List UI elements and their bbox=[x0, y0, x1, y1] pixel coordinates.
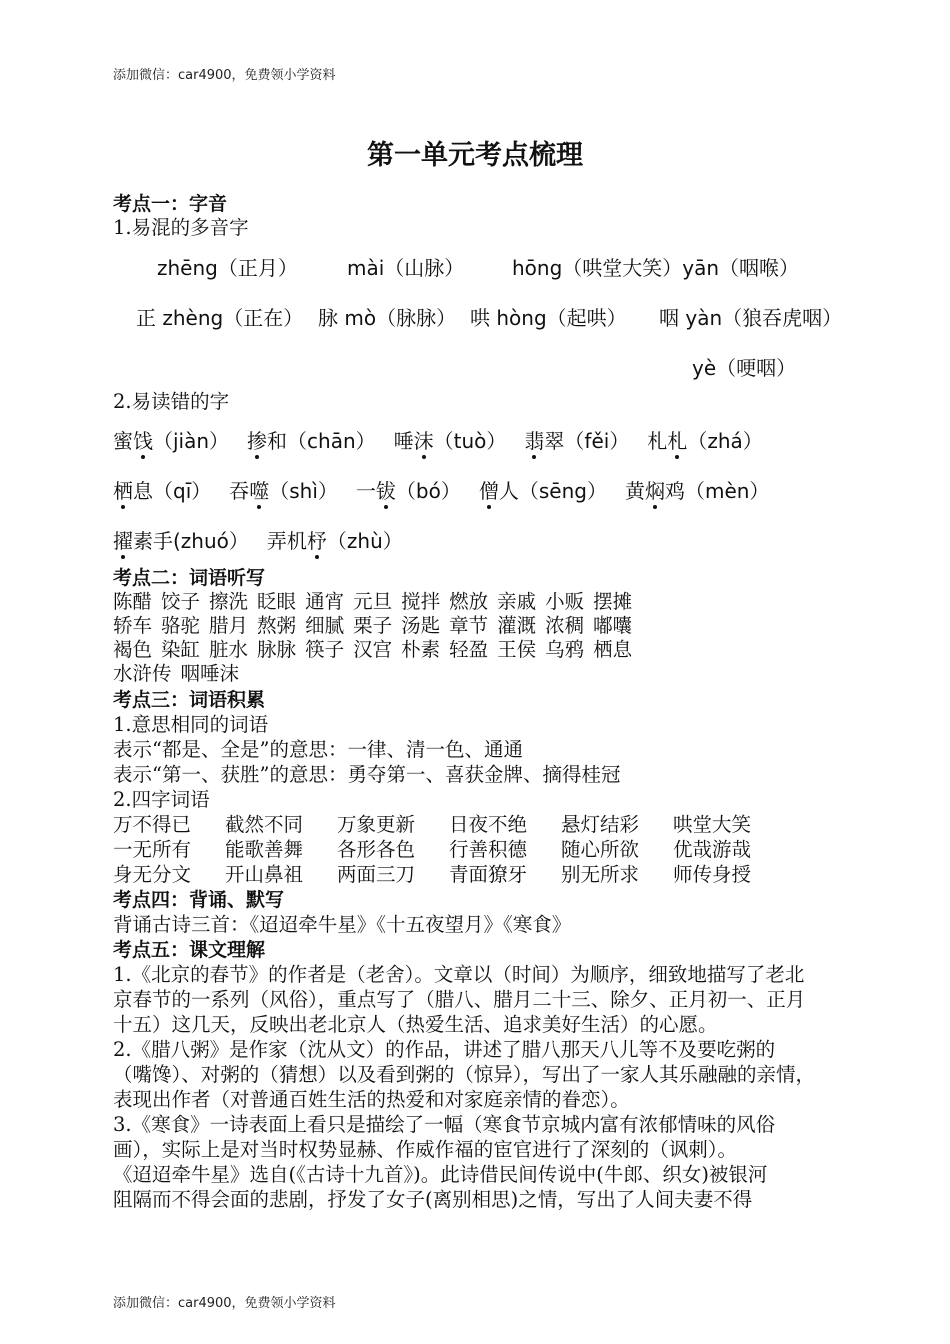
word: 陈醋 bbox=[113, 590, 153, 613]
polyphone-ye: yè（哽咽） bbox=[692, 356, 797, 380]
section3-sub1: 1.意思相同的词语 bbox=[113, 713, 269, 736]
section4-line1: 背诵古诗三首：《迢迢牵牛星》《十五夜望月》《寒食》 bbox=[113, 913, 572, 936]
word: 摆摊 bbox=[593, 590, 633, 613]
idiom: 随心所欲 bbox=[561, 838, 640, 861]
dictation-line-2 bbox=[113, 614, 641, 638]
pinyin-text: （zhù） bbox=[326, 529, 403, 553]
section1-sub1: 1.易混的多音字 bbox=[113, 216, 249, 239]
idiom: 日夜不绝 bbox=[449, 813, 528, 836]
pinyin-text: 人（sēng） bbox=[498, 479, 607, 503]
section5-line-6: 表现出作者（对普通百姓生活的热爱和对家庭亲情的眷恋）。 bbox=[113, 1088, 630, 1111]
word: 轿车 bbox=[113, 614, 153, 637]
idiom: 哄堂大笑 bbox=[673, 813, 752, 836]
char-dotted: 钹 bbox=[375, 479, 396, 503]
pinyin-text: 唾沫（ bbox=[393, 429, 454, 453]
char-dotted: 擢 bbox=[113, 529, 133, 553]
section5-line-9: 《迢迢牵牛星》选自(《古诗十九首》)。此诗借民间传说中(牛郎、织女)被银河 bbox=[113, 1163, 768, 1186]
section5-heading: 考点五：课文理解 bbox=[113, 939, 266, 961]
word: 水浒传 bbox=[113, 662, 172, 685]
word: 腊月 bbox=[209, 614, 249, 637]
word: 脉脉 bbox=[257, 638, 297, 661]
word: 章节 bbox=[449, 614, 489, 637]
polyphone-zheng4: 正 zhèng（正在） bbox=[136, 306, 304, 330]
pinyin-text: 息（qī） bbox=[133, 479, 212, 503]
pinyin-text: 和（chān） bbox=[267, 429, 376, 453]
polyphone-hong1-yan1: hōng（哄堂大笑）yān（咽喉） bbox=[512, 256, 800, 280]
word: 饺子 bbox=[161, 590, 201, 613]
word: 筷子 bbox=[305, 638, 345, 661]
idiom: 身无分文 bbox=[113, 863, 192, 886]
pinyin-text: ） bbox=[742, 429, 763, 453]
word: 汉宫 bbox=[353, 638, 393, 661]
section1-heading: 考点一：字音 bbox=[113, 193, 228, 215]
section4-heading: 考点四：背诵、默写 bbox=[113, 889, 285, 911]
page-footer: 添加微信：car4900，免费领小学资料 bbox=[113, 1296, 336, 1311]
idiom: 万象更新 bbox=[337, 813, 416, 836]
idiom: 一无所有 bbox=[113, 838, 192, 861]
section5-line-4: 2.《腊八粥》是作家（沈从文）的作品，讲述了腊八那天八儿等不及要吃粥的 bbox=[113, 1038, 776, 1061]
dictation-line-3 bbox=[113, 638, 641, 662]
word: 浓稠 bbox=[545, 614, 585, 637]
idiom: 万不得已 bbox=[113, 813, 192, 836]
pinyin-text: ） bbox=[486, 429, 507, 453]
section3-sub2: 2.四字词语 bbox=[113, 788, 210, 811]
pinyin-text: 素手(zhuó） bbox=[133, 529, 249, 553]
char-dotted: 僧 bbox=[478, 479, 499, 503]
idiom: 悬灯结彩 bbox=[561, 813, 640, 836]
char-dotted: 翡 bbox=[524, 429, 545, 453]
misread-row-2 bbox=[113, 475, 769, 504]
polyphone-mo: 脉 mò（脉脉） bbox=[318, 306, 457, 330]
section3-heading: 考点三：词语积累 bbox=[113, 689, 266, 711]
polyphone-zheng1: zhēng（正月） bbox=[157, 256, 298, 280]
page-header: 添加微信：car4900，免费领小学资料 bbox=[113, 68, 336, 83]
word: 通宵 bbox=[305, 590, 345, 613]
word: 熬粥 bbox=[257, 614, 297, 637]
char: 黄 bbox=[624, 479, 645, 503]
char: 吞 bbox=[229, 479, 250, 503]
word: 灌溉 bbox=[497, 614, 537, 637]
pinyin-text: 翠（fěi） bbox=[544, 429, 630, 453]
pinyin-text: （bó） bbox=[395, 479, 461, 503]
word: 燃放 bbox=[449, 590, 489, 613]
word: 擦洗 bbox=[209, 590, 249, 613]
char: 弄机 bbox=[266, 529, 307, 553]
pinyin-text: 鸡（mèn） bbox=[664, 479, 770, 503]
page-title: 第一单元考点梳理 bbox=[367, 140, 583, 171]
word: 轻盈 bbox=[449, 638, 489, 661]
idiom: 能歌善舞 bbox=[225, 838, 304, 861]
section5-line-1: 1.《北京的春节》的作者是（老舍）。文章以（时间）为顺序，细致地描写了老北 bbox=[113, 963, 805, 986]
char-dotted: 掺 bbox=[247, 429, 268, 453]
polyphone-yan4: 咽 yàn（狼吞虎咽） bbox=[659, 306, 843, 330]
section5-line-2: 京春节的一系列（风俗），重点写了（腊八、腊月二十三、除夕、正月初一、正月 bbox=[113, 988, 806, 1011]
word: 小贩 bbox=[545, 590, 585, 613]
section5-line-8: 画），实际上是对当时权势显赫、作威作福的宦官进行了深刻的（讽刺）。 bbox=[113, 1138, 738, 1161]
idiom-row-1 bbox=[113, 813, 785, 837]
char-dotted: 焖 bbox=[644, 479, 665, 503]
polyphone-hong4: 哄 hòng（起哄） bbox=[470, 306, 627, 330]
word: 搅拌 bbox=[401, 590, 441, 613]
pinyin-text: zhá bbox=[707, 429, 743, 453]
misread-row-1 bbox=[113, 425, 763, 454]
word: 褐色 bbox=[113, 638, 153, 661]
idiom: 截然不同 bbox=[225, 813, 304, 836]
word: 脏水 bbox=[209, 638, 249, 661]
char-dotted: 杼 bbox=[306, 529, 327, 553]
dictation-line-1 bbox=[113, 590, 641, 614]
word: 栗子 bbox=[353, 614, 393, 637]
pinyin-text: （jiàn） bbox=[153, 429, 230, 453]
word: 嘟囔 bbox=[593, 614, 633, 637]
section5-line-5: （嘴馋）、对粥的（猜想）以及看到粥的（惊异），写出了一家人其乐融融的亲情， bbox=[113, 1063, 816, 1086]
word: 染缸 bbox=[161, 638, 201, 661]
idiom: 各形各色 bbox=[337, 838, 416, 861]
word: 细腻 bbox=[305, 614, 345, 637]
idiom: 开山鼻祖 bbox=[225, 863, 304, 886]
char-dotted: 饯 bbox=[133, 429, 153, 453]
misread-row-3 bbox=[113, 525, 403, 554]
section3-line2: 表示“第一、获胜”的意思：勇夺第一、喜获金牌、摘得桂冠 bbox=[113, 763, 621, 786]
char-dotted: 噬 bbox=[249, 479, 270, 503]
char: 蜜 bbox=[113, 429, 133, 453]
pinyin-text: tuò bbox=[453, 429, 487, 453]
idiom-row-3 bbox=[113, 863, 785, 887]
section2-heading: 考点二：词语听写 bbox=[113, 567, 266, 589]
idiom: 师传身授 bbox=[673, 863, 752, 886]
idiom: 青面獠牙 bbox=[449, 863, 528, 886]
word: 咽唾沫 bbox=[180, 662, 240, 685]
section3-line1: 表示“都是、全是”的意思：一律、清一色、通通 bbox=[113, 738, 523, 761]
section5-line-3: 十五）这几天，反映出老北京人（热爱生活、追求美好生活）的心愿。 bbox=[113, 1013, 718, 1036]
char-dotted: 栖 bbox=[113, 479, 133, 503]
section5-line-7: 3.《寒食》一诗表面上看只是描绘了一幅（寒食节京城内富有浓郁情味的风俗 bbox=[113, 1113, 776, 1136]
char: 一 bbox=[355, 479, 376, 503]
idiom: 优哉游哉 bbox=[673, 838, 752, 861]
word: 眨眼 bbox=[257, 590, 297, 613]
polyphone-mai: mài（山脉） bbox=[347, 256, 465, 280]
word: 骆驼 bbox=[161, 614, 201, 637]
word: 亲戚 bbox=[497, 590, 537, 613]
word: 栖息 bbox=[593, 638, 633, 661]
dictation-line-4 bbox=[113, 662, 248, 686]
section5-line-10: 阻隔而不得会面的悲剧，抒发了女子(离别相思)之情，写出了人间夫妻不得 bbox=[113, 1188, 753, 1211]
idiom: 行善积德 bbox=[449, 838, 528, 861]
pinyin-text: 札札（ bbox=[647, 429, 708, 453]
word: 乌鸦 bbox=[545, 638, 585, 661]
idiom: 别无所求 bbox=[561, 863, 640, 886]
word: 元旦 bbox=[353, 590, 393, 613]
section1-sub2: 2.易读错的字 bbox=[113, 390, 230, 413]
idiom: 两面三刀 bbox=[337, 863, 416, 886]
idiom-row-2 bbox=[113, 838, 785, 862]
pinyin-text: （shì） bbox=[269, 479, 338, 503]
word: 朴素 bbox=[401, 638, 441, 661]
word: 汤匙 bbox=[401, 614, 441, 637]
word: 王侯 bbox=[497, 638, 537, 661]
